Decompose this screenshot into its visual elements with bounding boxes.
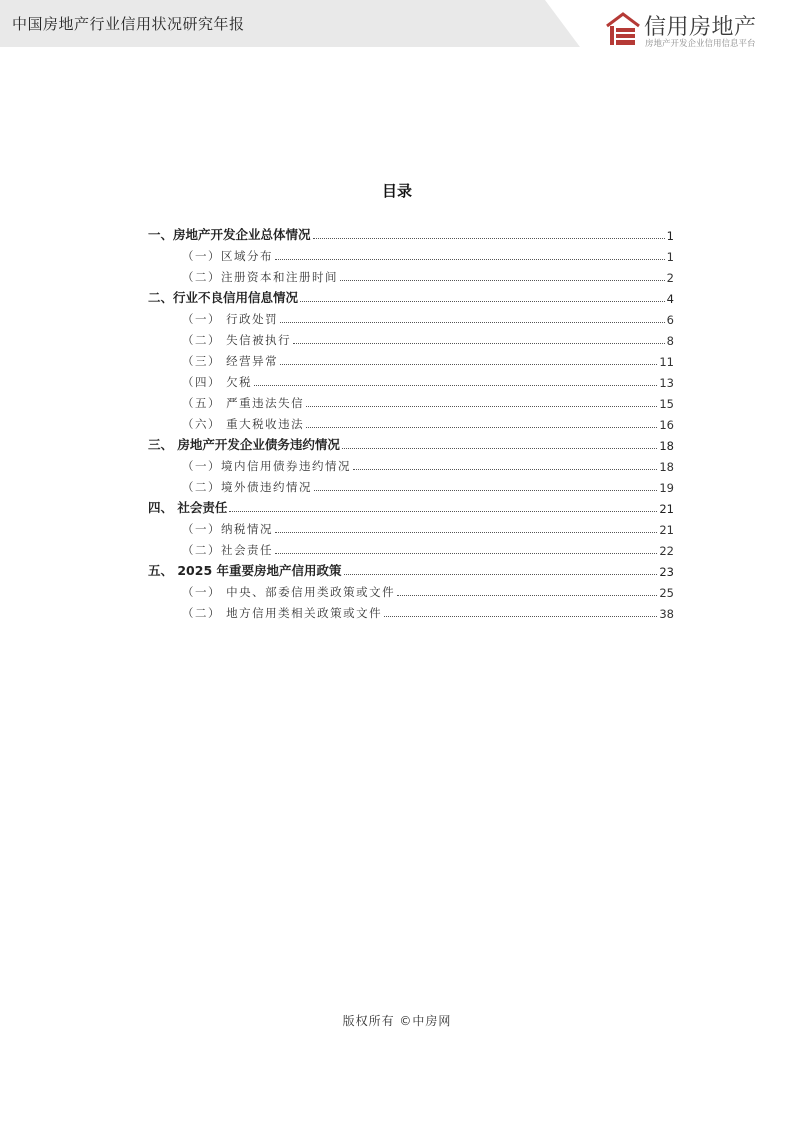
- toc-leader-dots: [280, 322, 665, 323]
- toc-leader-dots: [313, 238, 665, 239]
- toc-entry-page: 1: [666, 250, 674, 264]
- toc-leader-dots: [340, 280, 665, 281]
- toc-entry[interactable]: [148, 453, 674, 474]
- toc-entry[interactable]: [148, 369, 674, 390]
- toc-entry-label: 一、房地产开发企业总体情况: [148, 227, 311, 242]
- logo-tagline: 房地产开发企业信用信息平台: [645, 39, 756, 49]
- toc-entry[interactable]: [148, 537, 674, 558]
- toc-entry[interactable]: [148, 222, 674, 243]
- toc-entry[interactable]: [148, 600, 674, 621]
- brand-logo: [606, 10, 766, 50]
- toc-entry-page: 15: [659, 397, 674, 411]
- toc-entry-label: （一）纳税情况: [182, 522, 273, 536]
- toc-entry-label: （二） 地方信用类相关政策或文件: [182, 606, 383, 620]
- toc-entry-page: 19: [659, 481, 674, 495]
- toc-leader-dots: [275, 259, 665, 260]
- toc-entry-label: 五、 2025 年重要房地产信用政策: [148, 563, 342, 578]
- toc-entry-page: 1: [666, 229, 674, 243]
- toc-entry-label: （二）境外债违约情况: [182, 480, 312, 494]
- toc-leader-dots: [306, 427, 657, 428]
- toc-entry-label: 三、 房地产开发企业债务违约情况: [148, 437, 340, 452]
- toc-entry-page: 8: [666, 334, 674, 348]
- toc-entry-page: 4: [666, 292, 674, 306]
- toc-entry[interactable]: [148, 243, 674, 264]
- toc-entry-page: 22: [659, 544, 674, 558]
- table-of-contents: [148, 222, 674, 621]
- toc-entry[interactable]: [148, 327, 674, 348]
- copyright-footer: 版权所有 ©中房网: [342, 1014, 452, 1028]
- toc-leader-dots: [275, 553, 657, 554]
- toc-entry-page: 18: [659, 460, 674, 474]
- toc-leader-dots: [300, 301, 665, 302]
- toc-leader-dots: [342, 448, 658, 449]
- toc-entry-label: （二）注册资本和注册时间: [182, 270, 338, 284]
- toc-leader-dots: [344, 574, 658, 575]
- toc-entry-page: 21: [659, 523, 674, 537]
- toc-entry[interactable]: [148, 285, 674, 306]
- toc-entry-label: 四、 社会责任: [148, 500, 228, 515]
- toc-entry-label: （二）社会责任: [182, 543, 273, 557]
- toc-leader-dots: [384, 616, 657, 617]
- toc-entry[interactable]: [148, 579, 674, 600]
- building-logo-icon: [606, 12, 640, 46]
- toc-entry-page: 6: [666, 313, 674, 327]
- toc-leader-dots: [229, 511, 657, 512]
- toc-leader-dots: [275, 532, 657, 533]
- toc-leader-dots: [353, 469, 657, 470]
- toc-entry-label: （一） 行政处罚: [182, 312, 279, 326]
- toc-entry[interactable]: [148, 306, 674, 327]
- toc-entry-label: （六） 重大税收违法: [182, 417, 305, 431]
- toc-entry[interactable]: [148, 516, 674, 537]
- toc-entry-page: 21: [659, 502, 674, 516]
- toc-entry-label: （五） 严重违法失信: [182, 396, 305, 410]
- toc-leader-dots: [314, 490, 657, 491]
- toc-entry-label: （一）区域分布: [182, 249, 273, 263]
- report-title: 中国房地产行业信用状况研究年报: [12, 15, 245, 33]
- toc-entry-page: 11: [659, 355, 674, 369]
- toc-leader-dots: [397, 595, 657, 596]
- toc-entry[interactable]: [148, 495, 674, 516]
- toc-entry-label: （三） 经营异常: [182, 354, 279, 368]
- toc-entry-page: 2: [666, 271, 674, 285]
- toc-entry-page: 16: [659, 418, 674, 432]
- toc-entry-label: 二、行业不良信用信息情况: [148, 290, 299, 305]
- toc-entry-label: （四） 欠税: [182, 375, 253, 389]
- toc-entry[interactable]: [148, 348, 674, 369]
- toc-leader-dots: [254, 385, 657, 386]
- toc-entry-page: 13: [659, 376, 674, 390]
- toc-entry[interactable]: [148, 411, 674, 432]
- toc-entry[interactable]: [148, 474, 674, 495]
- toc-entry-page: 18: [659, 439, 674, 453]
- toc-entry[interactable]: [148, 390, 674, 411]
- toc-leader-dots: [280, 364, 657, 365]
- toc-entry-label: （一）境内信用债券违约情况: [182, 459, 351, 473]
- toc-entry-label: （二） 失信被执行: [182, 333, 292, 347]
- toc-entry[interactable]: [148, 558, 674, 579]
- toc-leader-dots: [293, 343, 665, 344]
- toc-entry[interactable]: [148, 264, 674, 285]
- toc-entry-page: 25: [659, 586, 674, 600]
- toc-title: 目录: [381, 182, 412, 200]
- toc-entry-page: 38: [659, 607, 674, 621]
- toc-entry-page: 23: [659, 565, 674, 579]
- toc-entry[interactable]: [148, 432, 674, 453]
- logo-name: 信用房地产: [644, 15, 757, 40]
- toc-entry-label: （一） 中央、部委信用类政策或文件: [182, 585, 396, 599]
- toc-leader-dots: [306, 406, 657, 407]
